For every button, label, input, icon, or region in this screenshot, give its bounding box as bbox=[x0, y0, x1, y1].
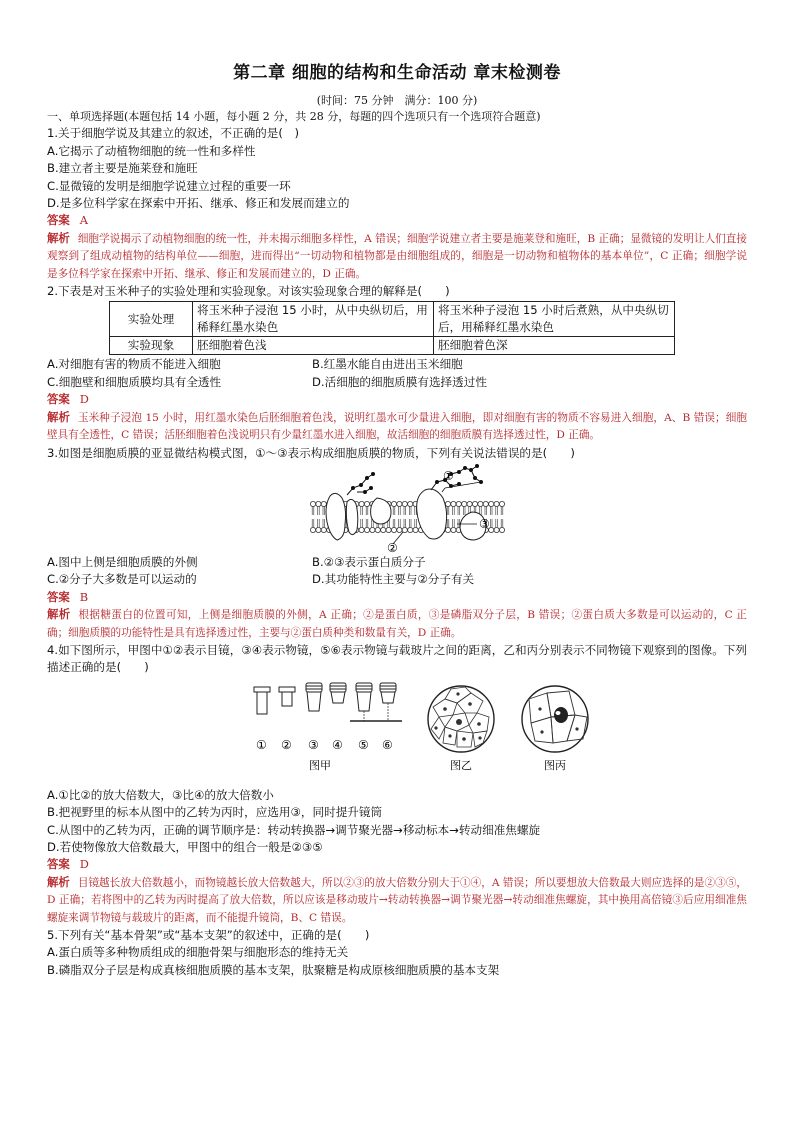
objective-5 bbox=[356, 683, 372, 711]
figure-label-3: ③ bbox=[479, 516, 490, 531]
figure-number: ① bbox=[256, 737, 267, 752]
option-a: A.①比②的放大倍数大，③比④的放大倍数小 bbox=[47, 787, 274, 802]
option-b: B.磷脂双分子层是构成真核细胞质膜的基本支架，肽聚糖是构成原核细胞质膜的基本支架 bbox=[47, 962, 500, 977]
page-content bbox=[47, 108, 747, 979]
explanation bbox=[47, 874, 747, 927]
figure-caption: 图甲 bbox=[309, 758, 331, 772]
figure-number: ③ bbox=[308, 737, 319, 752]
table-cell: 将玉米种子浸泡 15 小时后煮熟，从中央纵切后，用稀释红墨水染色 bbox=[434, 302, 675, 337]
answer-label: 答案 bbox=[47, 213, 70, 228]
explanation-text: 根据糖蛋白的位置可知，上侧是细胞质膜的外侧，A 正确；②是蛋白质，③是磷脂双分子层，B 错误；②蛋白质大多数是可以运动的，C 正确；细胞质膜的功能特性是具有选择透过性，主要与②蛋白质种类和数量有关，D 正确。 bbox=[47, 609, 747, 639]
option-a: A.蛋白质等多种物质组成的细胞骨架与细胞形态的维持无关 bbox=[47, 945, 349, 960]
figure-label-1: ① bbox=[443, 468, 454, 483]
option-row bbox=[47, 554, 747, 571]
answer bbox=[47, 856, 747, 873]
explanation-label: 解析 bbox=[47, 607, 71, 622]
answer-label: 答案 bbox=[47, 392, 70, 407]
option-b: B.把视野里的标本从图中的乙转为丙时，应选用③，同时提升镜筒 bbox=[47, 805, 383, 820]
exam-time-score: (时间：75 分钟 满分：100 分) bbox=[316, 94, 478, 107]
section-heading: 一、单项选择题(本题包括 14 小题，每小题 2 分，共 28 分，每题的四个选项只有一个选项符合题意) bbox=[47, 110, 541, 123]
question-stem: 3.如图是细胞质膜的亚显微结构模式图，①～③表示构成细胞质膜的物质，下列有关说法错误的是( ) bbox=[47, 445, 575, 460]
explanation-text: 玉米种子浸泡 15 小时，用红墨水染色后胚细胞着色浅，说明红墨水可少量进入细胞，即对细胞有害的物质不容易进入细胞，A、B 错误；细胞壁具有全透性，C 错误；活胚细胞着色浅说明只有少量红墨水进入细胞，故活细胞的细胞质膜有选择透过性，D 正确。 bbox=[47, 411, 747, 442]
microscope-figure bbox=[47, 677, 747, 787]
figure-number: ⑤ bbox=[358, 737, 369, 752]
figure-caption: 图丙 bbox=[544, 758, 566, 772]
question-stem: 5.下列有关“基本骨架”或“基本支架”的叙述中，正确的是( ) bbox=[47, 928, 370, 942]
sugar-chain bbox=[347, 464, 483, 495]
answer-label: 答案 bbox=[47, 857, 70, 872]
membrane-protein bbox=[326, 493, 346, 540]
option-row bbox=[47, 374, 747, 391]
option-d: D.是多位科学家在探索中开拓、继承、修正和发展而建立的 bbox=[47, 196, 350, 211]
figure-number: ② bbox=[281, 737, 292, 752]
cell-membrane-diagram bbox=[47, 462, 747, 554]
table-row bbox=[110, 302, 675, 337]
objective-6 bbox=[380, 683, 396, 703]
explanation bbox=[47, 230, 747, 283]
option-c: C.细胞壁和细胞质膜均具有全透性 bbox=[47, 374, 222, 389]
option-row bbox=[47, 356, 747, 373]
answer bbox=[47, 391, 747, 408]
explanation-text: 目镜越长放大倍数越小，而物镜越长放大倍数越大，所以②③的放大倍数分别大于①④，A 错误；所以要想放大倍数最大则应选择的是②③⑤，D 正确；若将图中的乙转为丙时提高了放大倍数，所以应该是移动玻片→转动转换器→调节聚光器→转动细准焦螺旋，其中换用高倍镜③后应用细准焦螺旋来调节物镜与载玻片的距离，而不能提升镜筒，B、C 错误。 bbox=[47, 876, 747, 924]
figure-number: ④ bbox=[332, 737, 343, 752]
table-header-cell: 实验处理 bbox=[110, 302, 193, 337]
leader-line bbox=[442, 488, 445, 492]
answer-value: B bbox=[79, 589, 89, 604]
eyepiece-2 bbox=[279, 687, 295, 706]
option-b: B.②③表示蛋白质分子 bbox=[312, 554, 426, 569]
explanation bbox=[47, 409, 747, 445]
figure-number: ⑥ bbox=[382, 737, 393, 752]
objective-3 bbox=[306, 683, 322, 711]
option-d: D.其功能特性主要与②分子有关 bbox=[312, 572, 475, 587]
table-cell: 胚细胞着色深 bbox=[434, 337, 675, 355]
option-c: C.显微镜的发明是细胞学说建立过程的重要一环 bbox=[47, 178, 291, 193]
option-row bbox=[47, 571, 747, 588]
question-stem: 1.关于细胞学说及其建立的叙述，不正确的是( ) bbox=[47, 126, 299, 141]
eyepiece-1 bbox=[254, 687, 270, 714]
experiment-table bbox=[109, 301, 675, 355]
question-1 bbox=[47, 125, 747, 283]
table-cell: 胚细胞着色浅 bbox=[193, 337, 434, 355]
option-a: A.它揭示了动植物细胞的统一性和多样性 bbox=[47, 143, 256, 158]
figure-caption: 图乙 bbox=[450, 758, 472, 772]
explanation-label: 解析 bbox=[47, 874, 70, 889]
option-c: C.②分子大多数是可以运动的 bbox=[47, 572, 197, 587]
explanation-text: 细胞学说揭示了动植物细胞的统一性，并未揭示细胞多样性，A 错误；细胞学说建立者主要是施莱登和施旺，B 正确；显微镜的发明让人们直接观察到了组成动植物的结构单位——细胞，进而得出“一切动物和植物都是由细胞组成的，细胞是一切动物和植物体的基本单位”，C 正确；细胞学说是多位科学家在探索中开拓、继承、修正和发展而建立的，D 正确。 bbox=[47, 232, 747, 280]
answer-value: D bbox=[79, 857, 89, 872]
answer-label: 答案 bbox=[47, 589, 70, 604]
question-stem: 4.如下图所示，甲图中①②表示目镜，③④表示物镜，⑤⑥表示物镜与载玻片之间的距离，乙和丙分别表示不同物镜下观察到的图像。下列描述正确的是( ) bbox=[47, 642, 747, 675]
answer bbox=[47, 212, 747, 229]
question-5 bbox=[47, 927, 747, 979]
explanation bbox=[47, 606, 747, 642]
figure-label-2: ② bbox=[387, 540, 398, 554]
question-3 bbox=[47, 445, 747, 642]
explanation-label: 解析 bbox=[47, 409, 70, 424]
membrane-protein bbox=[346, 499, 357, 534]
question-stem: 2.下表是对玉米种子的实验处理和实验现象。对该实验现象合理的解释是( ) bbox=[47, 284, 450, 299]
answer-value: D bbox=[79, 392, 89, 407]
question-4 bbox=[47, 642, 747, 927]
option-c: C.从图中的乙转为丙，正确的调节顺序是：转动转换器→调节聚光器→移动标本→转动细准焦螺旋 bbox=[47, 822, 541, 837]
option-b: B.建立者主要是施莱登和施旺 bbox=[47, 161, 198, 176]
table-row bbox=[110, 337, 675, 355]
answer bbox=[47, 589, 747, 606]
option-a: A.对细胞有害的物质不能进入细胞 bbox=[47, 357, 221, 372]
option-a: A.图中上侧是细胞质膜的外侧 bbox=[47, 554, 198, 569]
answer-value: A bbox=[79, 213, 89, 228]
option-d: D.活细胞的细胞质膜有选择透过性 bbox=[312, 374, 487, 389]
question-2 bbox=[47, 283, 747, 444]
objective-4 bbox=[330, 683, 346, 703]
explanation-label: 解析 bbox=[47, 230, 70, 245]
high-power-view bbox=[522, 686, 588, 752]
page-title: 第二章 细胞的结构和生命活动 章末检测卷 bbox=[233, 63, 561, 83]
low-power-view bbox=[428, 686, 494, 752]
table-cell: 将玉米种子浸泡 15 小时，从中央纵切后，用稀释红墨水染色 bbox=[193, 302, 434, 337]
option-d: D.若使物像放大倍数最大，甲图中的组合一般是②③⑤ bbox=[47, 839, 323, 854]
option-b: B.红墨水能自由进出玉米细胞 bbox=[312, 357, 463, 372]
table-header-cell: 实验现象 bbox=[110, 337, 193, 355]
